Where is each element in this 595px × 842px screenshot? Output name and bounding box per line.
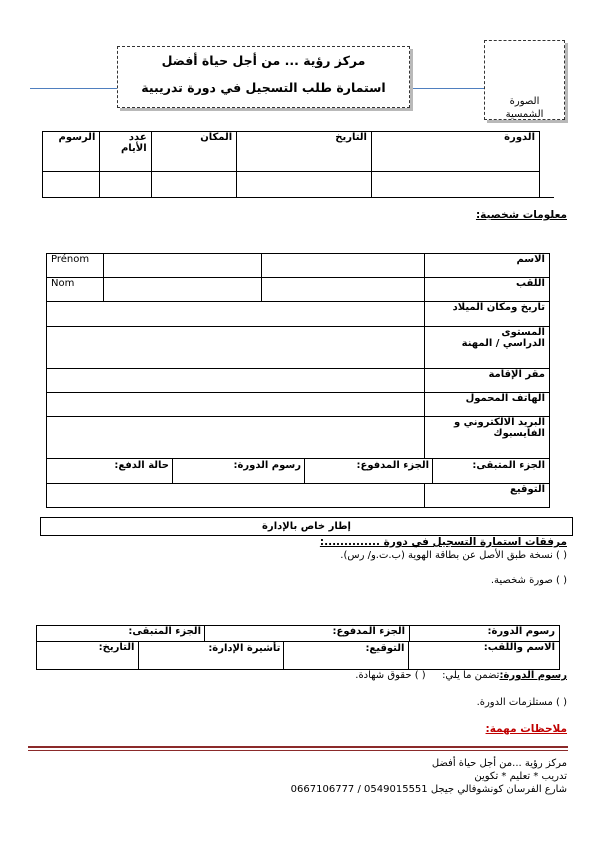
- email-field[interactable]: [47, 417, 425, 459]
- name-label: الاسم: [425, 254, 550, 278]
- payment-status-label: حالة الدفع:: [114, 460, 169, 471]
- header-rule-right: [408, 88, 486, 89]
- fees-note-supplies[interactable]: ( ) مستلزمات الدورة.: [476, 697, 567, 708]
- surname-label: اللقب: [425, 278, 550, 302]
- footer-center-name: مركز رؤية ...من أجل حياة أفضل: [431, 758, 567, 769]
- phone-field[interactable]: [47, 393, 425, 417]
- fees-label: رسوم الدورة:: [233, 460, 301, 471]
- email-label: البريد الالكتروني و الفايسبوك: [425, 417, 550, 459]
- receipt-date-label: التاريخ:: [37, 642, 139, 670]
- fees-note-certificate[interactable]: ( ) حقوق شهادة.: [355, 670, 426, 681]
- payment-row: [47, 459, 550, 484]
- header-rule-left: [30, 88, 120, 89]
- header-fees: الرسوم: [43, 132, 100, 172]
- days-cell[interactable]: [100, 172, 151, 198]
- footer-rule-thick: [28, 746, 568, 748]
- footer-tagline: تدريب * تعليم * تكوين: [474, 771, 567, 782]
- phone-label: الهاتف المحمول: [425, 393, 550, 417]
- receipt-admin-visa-label: تأشيرة الإدارة:: [208, 643, 281, 654]
- birth-field[interactable]: [47, 302, 425, 327]
- fees-note-line: [355, 670, 567, 681]
- signature-field[interactable]: [47, 484, 425, 508]
- title-box: [117, 46, 410, 108]
- paid-label: الجزء المدفوع:: [356, 460, 429, 471]
- footer-rule-thin: [28, 750, 568, 751]
- form-title: استمارة طلب التسجيل في دورة تدريبية: [141, 80, 386, 95]
- header-date: التاريخ: [237, 132, 372, 172]
- receipt-middle: [139, 642, 409, 670]
- admin-box-title: إطار خاص بالإدارة: [40, 517, 573, 536]
- attach-photo[interactable]: ( ) صورة شخصية.: [490, 575, 567, 586]
- center-name: مركز رؤية ... من أجل حياة أفضل: [161, 53, 366, 68]
- course-cell[interactable]: [372, 172, 540, 198]
- course-table: [42, 131, 540, 198]
- surname-field[interactable]: [262, 278, 425, 302]
- attach-id-copy[interactable]: ( ) نسخة طبق الأصل عن بطاقة الهوية (ب.ت.و/ رس).: [340, 550, 567, 561]
- footer-address: شارع الفرسان كونشوفالي جيجل 0549015551 / 0667106777: [290, 784, 567, 795]
- residence-label: مقر الإقامة: [425, 369, 550, 393]
- nom-field[interactable]: [103, 278, 261, 302]
- notes-title: ملاحظات مهمة:: [485, 723, 567, 735]
- personal-section-title: معلومات شخصية:: [475, 209, 567, 221]
- birth-label: تاريخ ومكان الميلاد: [425, 302, 550, 327]
- level-field[interactable]: [47, 327, 425, 369]
- receipt-paid-label: الجزء المدفوع:: [332, 626, 405, 637]
- fees-note-label: رسوم الدورة:: [499, 670, 567, 681]
- prenom-field[interactable]: [103, 254, 261, 278]
- header-place: المكان: [151, 132, 237, 172]
- photo-box: [484, 40, 565, 120]
- receipt-fullname-label: الاسم واللقب:: [409, 642, 560, 670]
- signature-label: التوقيع: [425, 484, 550, 508]
- receipt-table: [36, 625, 560, 670]
- date-cell[interactable]: [237, 172, 372, 198]
- photo-label: الصورة الشمسية: [505, 96, 544, 120]
- fees-note-text: تضمن ما يلي:: [442, 670, 500, 681]
- header-course: الدورة: [372, 132, 540, 172]
- header-days: عدد الأيام: [100, 132, 151, 172]
- level-label: المستوى الدراسي / المهنة: [425, 327, 550, 369]
- prenom-label: Prénom: [47, 254, 104, 278]
- receipt-signature-label: التوقيع:: [365, 643, 405, 654]
- receipt-remaining-label: الجزء المتبقى:: [128, 626, 201, 637]
- attachments-title: مرفقات استمارة التسجيل في دورة ..............:: [319, 536, 567, 548]
- fees-cell[interactable]: [43, 172, 100, 198]
- receipt-fees-label: رسوم الدورة:: [487, 626, 555, 637]
- table-underline: [540, 197, 554, 198]
- nom-label: Nom: [47, 278, 104, 302]
- place-cell[interactable]: [151, 172, 237, 198]
- name-field[interactable]: [262, 254, 425, 278]
- remaining-label: الجزء المتبقى:: [472, 460, 545, 471]
- receipt-fees-row: [37, 626, 560, 642]
- personal-table: [46, 253, 550, 508]
- residence-field[interactable]: [47, 369, 425, 393]
